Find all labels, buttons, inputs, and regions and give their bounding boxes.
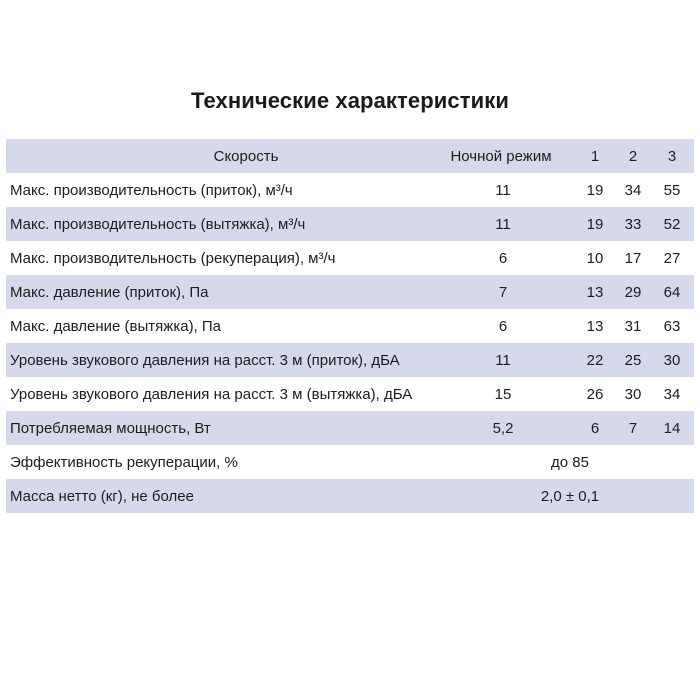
table-row-efficiency bbox=[6, 445, 694, 479]
table-row bbox=[6, 275, 694, 309]
cell-efficiency-value: до 85 bbox=[551, 453, 589, 471]
cell-night: 7 bbox=[498, 283, 508, 301]
row-label: Масса нетто (кг), не более bbox=[10, 487, 194, 505]
cell-night: 15 bbox=[494, 385, 512, 403]
row-label: Макс. производительность (рекуперация), м³/ч bbox=[10, 249, 336, 267]
cell-speed-1: 26 bbox=[586, 385, 604, 403]
table-row bbox=[6, 241, 694, 275]
cell-night: 5,2 bbox=[492, 419, 514, 437]
cell-speed-1: 13 bbox=[586, 283, 604, 301]
row-label: Уровень звукового давления на расст. 3 м (вытяжка), дБА bbox=[10, 385, 413, 403]
cell-speed-2: 7 bbox=[628, 419, 638, 437]
cell-speed-1: 10 bbox=[586, 249, 604, 267]
page-title: Технические характеристики bbox=[191, 88, 509, 113]
cell-night: 11 bbox=[495, 351, 511, 369]
cell-speed-1: 22 bbox=[586, 351, 604, 369]
row-label: Макс. давление (вытяжка), Па bbox=[10, 317, 222, 335]
table-header-row bbox=[6, 139, 694, 173]
table-row-mass bbox=[6, 479, 694, 513]
header-night-mode: Ночной режим bbox=[450, 147, 552, 165]
table-row bbox=[6, 309, 694, 343]
cell-speed-2: 25 bbox=[624, 351, 642, 369]
cell-speed-1: 6 bbox=[590, 419, 600, 437]
table-row bbox=[6, 411, 694, 445]
table-row bbox=[6, 343, 694, 377]
cell-night: 11 bbox=[495, 181, 511, 199]
cell-night: 11 bbox=[495, 215, 511, 233]
cell-speed-3: 63 bbox=[663, 317, 681, 335]
header-speed-3: 3 bbox=[667, 147, 677, 165]
cell-speed-3: 27 bbox=[663, 249, 681, 267]
cell-speed-3: 30 bbox=[663, 351, 681, 369]
cell-speed-2: 31 bbox=[624, 317, 642, 335]
row-label: Макс. давление (приток), Па bbox=[10, 283, 209, 301]
cell-speed-2: 29 bbox=[624, 283, 642, 301]
row-label: Макс. производительность (приток), м³/ч bbox=[10, 181, 293, 199]
header-speed: Скорость bbox=[213, 147, 279, 165]
cell-night: 6 bbox=[498, 317, 508, 335]
table-row bbox=[6, 377, 694, 411]
cell-speed-3: 55 bbox=[663, 181, 681, 199]
cell-speed-3: 64 bbox=[663, 283, 681, 301]
cell-speed-2: 33 bbox=[624, 215, 642, 233]
cell-speed-3: 14 bbox=[663, 419, 681, 437]
row-label: Эффективность рекуперации, % bbox=[10, 453, 238, 471]
cell-speed-3: 52 bbox=[663, 215, 681, 233]
specs-table bbox=[6, 139, 694, 513]
table-row bbox=[6, 207, 694, 241]
cell-night: 6 bbox=[498, 249, 508, 267]
cell-speed-1: 13 bbox=[586, 317, 604, 335]
cell-speed-1: 19 bbox=[586, 215, 604, 233]
cell-mass-value: 2,0 ± 0,1 bbox=[540, 487, 600, 505]
row-label: Потребляемая мощность, Вт bbox=[10, 419, 211, 437]
header-speed-2: 2 bbox=[628, 147, 638, 165]
table-row bbox=[6, 173, 694, 207]
cell-speed-1: 19 bbox=[586, 181, 604, 199]
cell-speed-2: 30 bbox=[624, 385, 642, 403]
cell-speed-2: 34 bbox=[624, 181, 642, 199]
cell-speed-2: 17 bbox=[624, 249, 642, 267]
row-label: Уровень звукового давления на расст. 3 м (приток), дБА bbox=[10, 351, 400, 369]
header-speed-1: 1 bbox=[590, 147, 600, 165]
cell-speed-3: 34 bbox=[663, 385, 681, 403]
row-label: Макс. производительность (вытяжка), м³/ч bbox=[10, 215, 306, 233]
